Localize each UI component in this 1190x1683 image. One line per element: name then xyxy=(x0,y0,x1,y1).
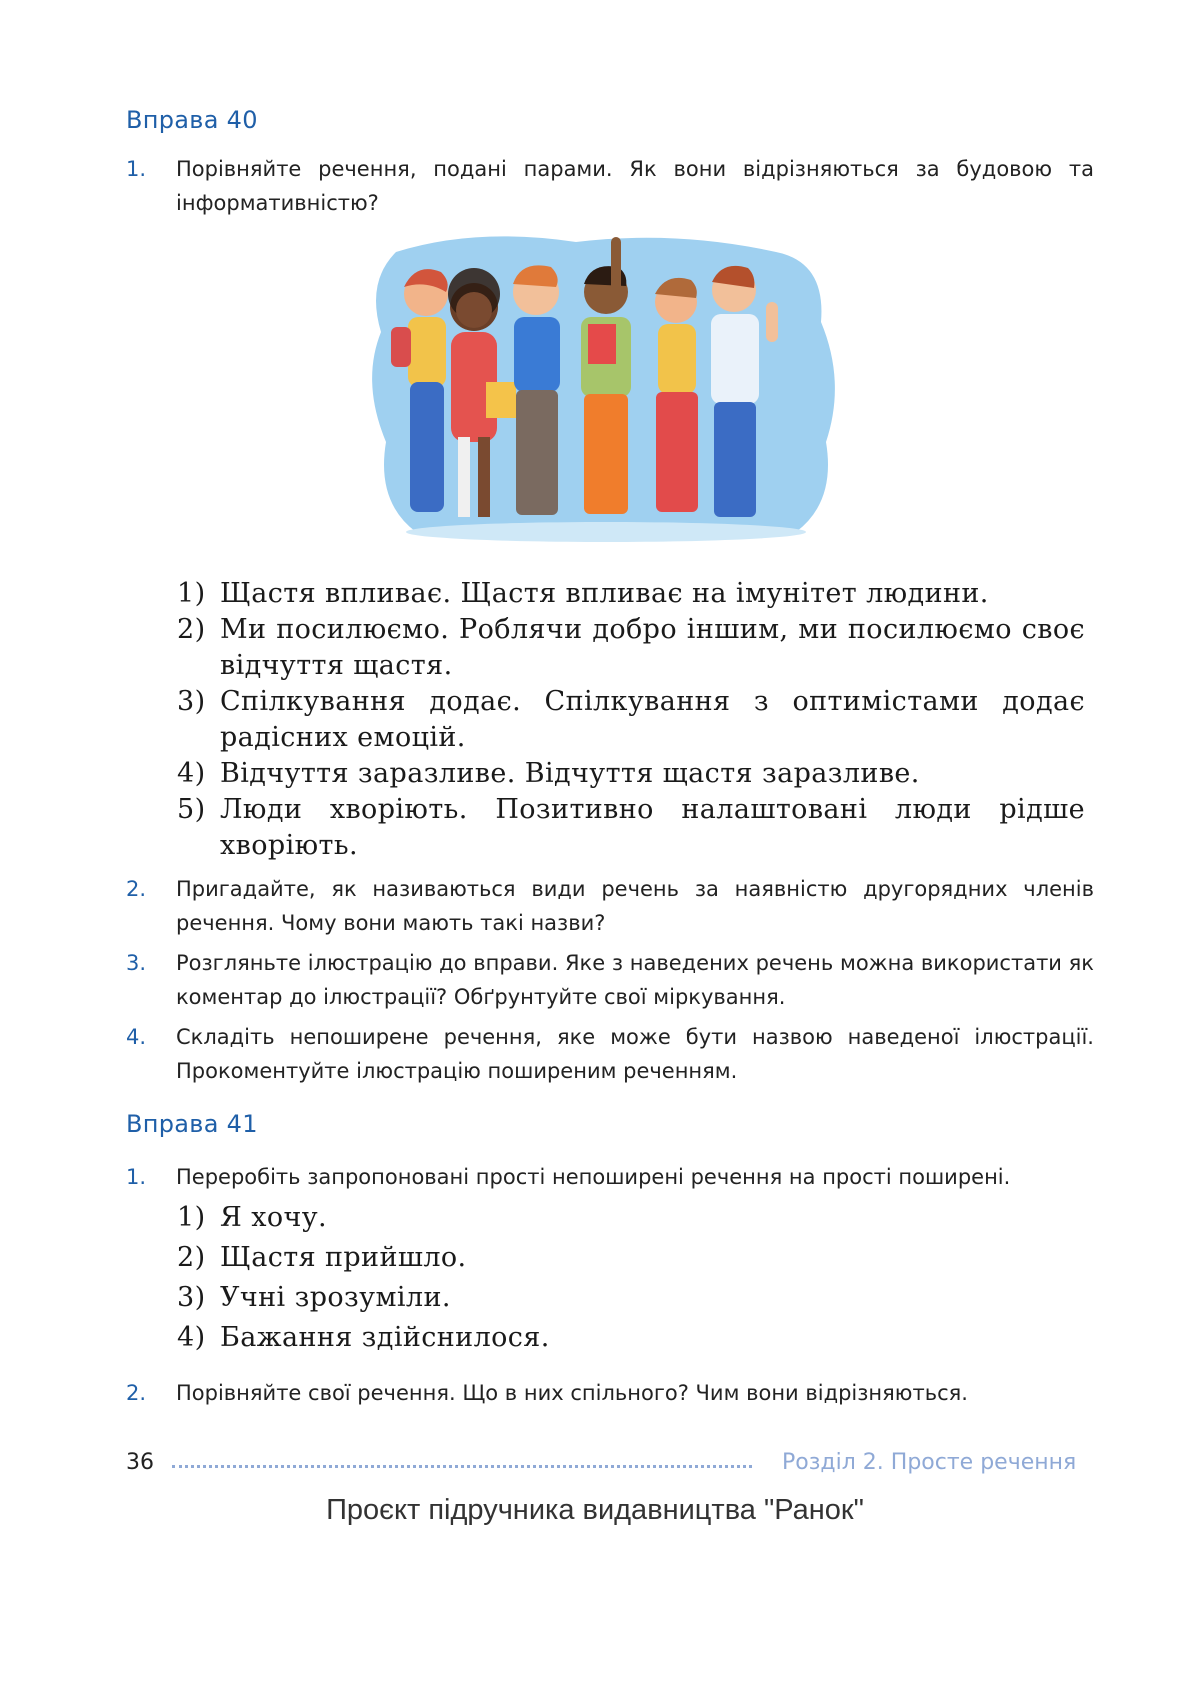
sentence-text: Щастя прийшло. xyxy=(220,1242,467,1273)
sentence-text: Ми посилюємо. Роблячи добро іншим, ми посилюємо своє відчуття щастя. xyxy=(220,614,1085,681)
task-number: 2. xyxy=(126,1381,147,1405)
sentence-number: 2) xyxy=(177,614,206,645)
section-title: Розділ 2. Просте речення xyxy=(782,1450,1077,1475)
exercise-40-title: Вправа 40 xyxy=(126,106,258,134)
task-text: Складіть непоширене речення, яке може бути назвою наведеної ілюстрації. Прокоментуйте ілюстрацію поширеним реченням. xyxy=(176,1025,1094,1083)
sentence-text: Щастя впливає. Щастя впливає на імунітет людини. xyxy=(220,578,989,609)
task-text: Порівняйте речення, подані парами. Як вони відрізняються за будовою та інформативністю? xyxy=(176,157,1094,215)
task-number: 1. xyxy=(126,1165,147,1189)
exercise-41-title: Вправа 41 xyxy=(126,1110,258,1138)
sentence-number: 4) xyxy=(177,1322,206,1353)
task-number: 2. xyxy=(126,877,147,901)
ex40-sentence-4 xyxy=(177,756,1085,792)
child-figure xyxy=(581,237,631,514)
sentence-text: Я хочу. xyxy=(220,1202,327,1233)
task-number: 1. xyxy=(126,157,147,181)
group-of-children-illustration xyxy=(356,232,850,562)
sentence-text: Люди хворіють. Позитивно налаштовані люди рідше хворіють. xyxy=(220,794,1085,861)
sentence-text: Спілкування додає. Спілкування з оптимістами додає радісних емоцій. xyxy=(220,686,1085,753)
sentence-number: 5) xyxy=(177,794,206,825)
sentence-number: 3) xyxy=(177,1282,206,1313)
ex41-sentence-4 xyxy=(177,1320,1085,1356)
ex40-sentence-3 xyxy=(177,684,1085,756)
page-number: 36 xyxy=(126,1450,154,1475)
child-figure xyxy=(655,278,698,512)
task-number: 3. xyxy=(126,951,147,975)
ex40-task-1 xyxy=(126,152,1094,220)
ex41-sentence-3 xyxy=(177,1280,1085,1316)
ex40-task-4 xyxy=(126,1020,1094,1088)
sentence-number: 3) xyxy=(177,686,206,717)
ex40-sentence-5 xyxy=(177,792,1085,864)
ex40-task-2 xyxy=(126,872,1094,940)
ex40-sentence-1 xyxy=(177,576,1085,612)
task-text: Розгляньте ілюстрацію до вправи. Яке з наведених речень можна використати як коментар до ілюстрації? Обґрунтуйте свої міркування. xyxy=(176,951,1094,1009)
ex41-task-1 xyxy=(126,1160,1094,1194)
sentence-text: Учні зрозуміли. xyxy=(220,1282,451,1313)
task-text: Пригадайте, як називаються види речень за наявністю другорядних членів речення. Чому вони мають такі назви? xyxy=(176,877,1094,935)
sentence-number: 1) xyxy=(177,1202,206,1233)
ex41-sentence-1 xyxy=(177,1200,1085,1236)
sentence-number: 4) xyxy=(177,758,206,789)
task-number: 4. xyxy=(126,1025,147,1049)
child-figure xyxy=(513,265,560,515)
task-text: Порівняйте свої речення. Що в них спільного? Чим вони відрізняються. xyxy=(176,1381,968,1405)
publisher-watermark: Проєкт підручника видавництва "Ранок" xyxy=(326,1494,864,1526)
sentence-text: Бажання здійснилося. xyxy=(220,1322,550,1353)
ex40-sentence-2 xyxy=(177,612,1085,684)
ex40-task-3 xyxy=(126,946,1094,1014)
footer-divider xyxy=(172,1465,752,1468)
ex41-sentence-2 xyxy=(177,1240,1085,1276)
ex41-task-2 xyxy=(126,1376,1094,1410)
task-text: Переробіть запропоновані прості непоширені речення на прості поширені. xyxy=(176,1165,1011,1189)
sentence-number: 2) xyxy=(177,1242,206,1273)
sentence-text: Відчуття заразливе. Відчуття щастя заразливе. xyxy=(220,758,920,789)
sentence-number: 1) xyxy=(177,578,206,609)
